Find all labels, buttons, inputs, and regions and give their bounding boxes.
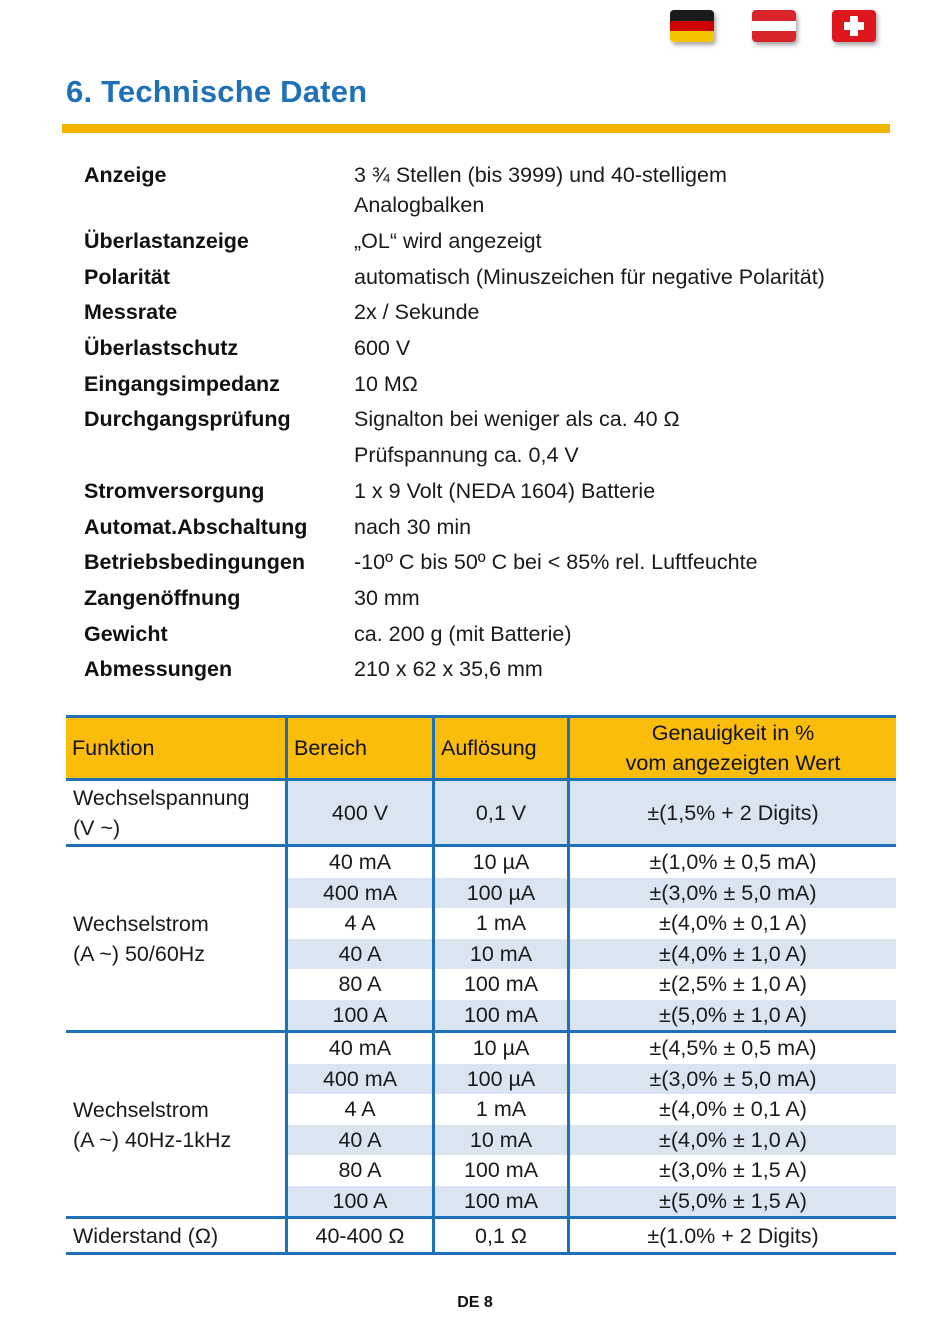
resolution-cell: 100 mA: [434, 1000, 569, 1032]
spec-label: Messrate: [84, 300, 178, 325]
accuracy-cell: ±(1,0% ± 0,5 mA): [569, 846, 897, 878]
resolution-cell: 100 µA: [434, 878, 569, 909]
header-range: Bereich: [287, 717, 434, 780]
range-cell: 40 mA: [287, 846, 434, 878]
range-cell: 400 V: [287, 780, 434, 846]
resolution-cell: 10 mA: [434, 939, 569, 970]
spec-value: automatisch (Minuszeichen für negative Polarität): [354, 264, 825, 289]
ac-current-50-group: [66, 846, 896, 1032]
table-row: [66, 1218, 896, 1254]
spec-label: [84, 440, 354, 476]
resolution-cell: 1 mA: [434, 908, 569, 939]
spec-label: Überlastanzeige: [84, 229, 249, 253]
spec-value: ca. 200 g (mit Batterie): [354, 621, 572, 646]
accuracy-cell: ±(4,0% ± 0,1 A): [659, 911, 807, 936]
spec-label: Automat.Abschaltung: [84, 514, 308, 539]
resolution-cell: 10 µA: [434, 846, 569, 878]
spec-label: Stromversorgung: [84, 478, 265, 503]
range-cell: 40 A: [287, 1125, 434, 1156]
range-cell: 80 A: [287, 969, 434, 1000]
header-resolution: Auflösung: [434, 717, 569, 780]
accuracy-cell: ±(3,0% ± 1,5 A): [659, 1158, 807, 1183]
spec-value: Prüfspannung ca. 0,4 V: [354, 443, 579, 468]
spec-row: [84, 512, 884, 548]
accuracy-cell: ±(3,0% ± 5,0 mA): [569, 1064, 897, 1095]
spec-row: [84, 226, 884, 262]
spec-value: 30 mm: [354, 585, 420, 610]
austria-flag-icon[interactable]: [752, 10, 796, 42]
accuracy-cell: ±(4,0% ± 1,0 A): [569, 939, 897, 970]
spec-value: Signalton bei weniger als ca. 40 Ω: [354, 407, 680, 432]
resolution-cell: 0,1 V: [434, 780, 569, 846]
table-header-row: [66, 717, 896, 780]
voltage-group: [66, 780, 896, 846]
specifications-list: [84, 160, 884, 690]
spec-row: [84, 476, 884, 512]
spec-value: 3 ¾ Stellen (bis 3999) und 40-stelligem Analogbalken: [354, 163, 727, 217]
range-cell: 40 A: [287, 939, 434, 970]
spec-value: 210 x 62 x 35,6 mm: [354, 657, 543, 682]
resolution-cell: 10 mA: [434, 1125, 569, 1156]
spec-row: [84, 160, 884, 226]
header-function: Funktion: [66, 717, 287, 780]
spec-label: Überlastschutz: [84, 336, 239, 361]
resolution-cell: 100 µA: [434, 1064, 569, 1095]
spec-value: 1 x 9 Volt (NEDA 1604) Batterie: [354, 478, 656, 503]
page-number: DE 8: [457, 1294, 493, 1311]
range-cell: 40 mA: [287, 1032, 434, 1064]
range-cell: 400 mA: [287, 1064, 434, 1095]
germany-flag-icon[interactable]: [670, 10, 714, 42]
spec-label: Eingangsimpedanz: [84, 371, 280, 396]
accuracy-cell: ±(1.0% + 2 Digits): [569, 1218, 897, 1254]
accuracy-cell: ±(5,0% ± 1,0 A): [569, 1000, 897, 1032]
spec-value: 2x / Sekunde: [354, 300, 480, 325]
spec-label: Betriebsbedingungen: [84, 550, 305, 575]
resolution-cell: 100 mA: [434, 1186, 569, 1218]
page-title: 6. Technische Daten: [66, 74, 368, 109]
range-cell: 4 A: [287, 908, 434, 939]
range-cell: 40-400 Ω: [287, 1218, 434, 1254]
spec-value: „OL“ wird angezeigt: [354, 229, 542, 253]
spec-label: Gewicht: [84, 621, 168, 646]
spec-row: [84, 297, 884, 333]
table-row: [66, 1032, 896, 1064]
function-cell: Widerstand (Ω): [66, 1218, 287, 1254]
resolution-cell: 1 mA: [434, 1094, 569, 1125]
resolution-cell: 0,1 Ω: [434, 1218, 569, 1254]
accuracy-cell: ±(1,5% + 2 Digits): [569, 780, 897, 846]
spec-row: [84, 440, 884, 476]
spec-row: [84, 369, 884, 405]
spec-label: Zangenöffnung: [84, 585, 241, 610]
range-cell: 400 mA: [287, 878, 434, 909]
switzerland-flag-icon[interactable]: [832, 10, 876, 42]
ac-current-1k-group: [66, 1032, 896, 1218]
range-cell: 4 A: [287, 1094, 434, 1125]
resolution-cell: 100 mA: [434, 1155, 569, 1186]
spec-label: Durchgangsprüfung: [84, 407, 291, 432]
accuracy-cell: ±(4,0% ± 1,0 A): [569, 1125, 897, 1156]
spec-label: Polarität: [84, 264, 171, 289]
language-flags: [668, 10, 878, 54]
resistance-group: [66, 1218, 896, 1254]
accuracy-cell: ±(4,0% ± 0,1 A): [659, 1097, 807, 1122]
resolution-cell: 10 µA: [434, 1032, 569, 1064]
spec-row: [84, 404, 884, 440]
resolution-cell: 100 mA: [434, 969, 569, 1000]
spec-row: [84, 619, 884, 655]
spec-row: [84, 333, 884, 369]
range-cell: 100 A: [287, 1000, 434, 1032]
range-cell: 80 A: [287, 1155, 434, 1186]
accuracy-cell: ±(3,0% ± 5,0 mA): [569, 878, 897, 909]
range-cell: 100 A: [287, 1186, 434, 1218]
table-row: [66, 846, 896, 878]
spec-label: Anzeige: [84, 163, 167, 187]
spec-row: [84, 547, 884, 583]
accuracy-cell: ±(4,5% ± 0,5 mA): [569, 1032, 897, 1064]
title-underline: [62, 124, 890, 133]
spec-value: nach 30 min: [354, 514, 472, 539]
function-cell: Wechselspannung (V ~): [66, 780, 287, 846]
spec-value: 600 V: [354, 336, 411, 361]
function-cell: Wechselstrom (A ~) 40Hz-1kHz: [66, 1032, 287, 1218]
function-cell: Wechselstrom (A ~) 50/60Hz: [66, 846, 287, 1032]
accuracy-cell: ±(2,5% ± 1,0 A): [659, 972, 807, 997]
spec-value: -10º C bis 50º C bei < 85% rel. Luftfeuchte: [354, 550, 758, 575]
spec-row: [84, 262, 884, 298]
spec-row: [84, 583, 884, 619]
spec-value: 10 MΩ: [354, 371, 418, 396]
header-accuracy: Genauigkeit in % vom angezeigten Wert: [569, 717, 897, 780]
spec-label: Abmessungen: [84, 657, 233, 682]
spec-row: [84, 654, 884, 690]
accuracy-cell: ±(5,0% ± 1,5 A): [569, 1186, 897, 1218]
table-row: [66, 780, 896, 846]
accuracy-table: [66, 715, 896, 1255]
